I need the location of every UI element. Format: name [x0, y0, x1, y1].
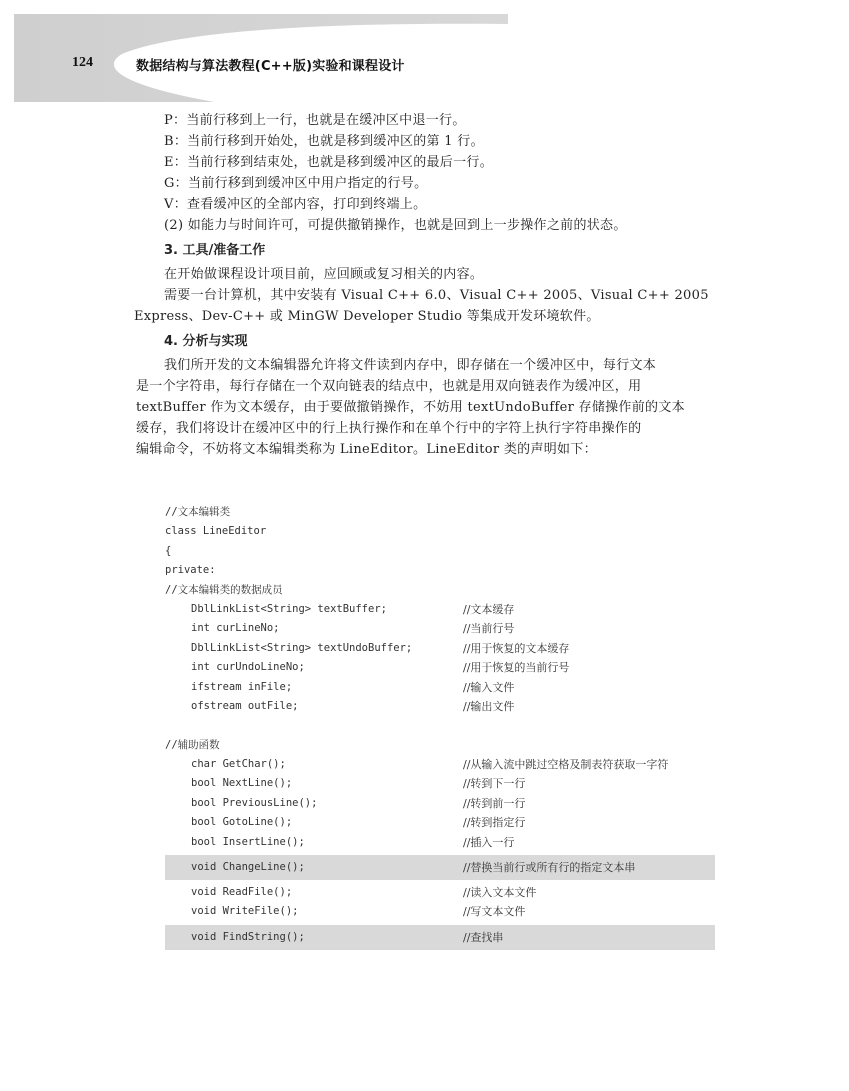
code-line: DblLinkList<String> textBuffer;	[191, 602, 387, 615]
code-comment: //文本编辑类	[165, 506, 231, 518]
code-comment: //替换当前行或所有行的指定文本串	[463, 861, 636, 875]
code-line: bool NextLine();	[191, 777, 293, 790]
code-line: bool GotoLine();	[191, 816, 293, 829]
list-item: P：当前行移到上一行，也就是在缓冲区中退一行。	[164, 113, 466, 128]
code-line: void WriteFile();	[191, 905, 299, 918]
blank-line	[165, 716, 715, 735]
code-line: DblLinkList<String> textUndoBuffer;	[191, 641, 413, 654]
code-comment: //转到前一行	[463, 796, 526, 810]
list-item: E：当前行移到结束处，也就是移到缓冲区的最后一行。	[164, 155, 493, 170]
code-line: void ReadFile();	[191, 886, 293, 899]
code-comment: //用于恢复的文本缓存	[463, 641, 570, 655]
code-comment: //文本缓存	[463, 602, 515, 616]
code-comment: //用于恢复的当前行号	[463, 661, 570, 675]
code-line: char GetChar();	[191, 758, 286, 771]
code-comment: //转到下一行	[463, 777, 526, 791]
code-line: int curLineNo;	[191, 622, 280, 635]
code-comment: //辅助函数	[165, 738, 220, 751]
code-line: bool InsertLine();	[191, 835, 305, 848]
code-line: void ChangeLine();	[191, 861, 305, 874]
code-line: {	[165, 544, 172, 557]
code-comment: //插入一行	[463, 835, 515, 849]
list-item: V：查看缓冲区的全部内容，打印到终端上。	[164, 197, 427, 212]
code-comment: //写文本文件	[463, 905, 526, 919]
list-item: B：当前行移到开始处，也就是移到缓冲区的第 1 行。	[164, 134, 484, 149]
code-comment: //查找串	[463, 930, 504, 944]
highlighted-code-row	[165, 855, 715, 880]
code-comment: //输入文件	[463, 680, 515, 694]
code-comment: //读入文本文件	[463, 886, 537, 900]
section-heading-4: 4. 分析与实现	[164, 334, 248, 349]
code-line: ofstream outFile;	[191, 699, 299, 712]
code-comment: //当前行号	[463, 622, 515, 636]
paragraph: 需要一台计算机，其中安装有 Visual C++ 6.0、Visual C++ 2005、Visual C++ 2005	[164, 288, 709, 303]
book-title: 数据结构与算法教程(C++版)实验和课程设计	[136, 59, 405, 74]
body-text	[136, 110, 716, 460]
code-line: void FindString();	[191, 930, 305, 943]
paragraph: Express、Dev-C++ 或 MinGW Developer Studio 等集成开发环境软件。	[134, 309, 600, 324]
code-line: int curUndoLineNo;	[191, 661, 305, 674]
paragraph: 在开始做课程设计项目前，应回顾或复习相关的内容。	[164, 267, 484, 282]
paragraph	[136, 355, 716, 460]
paragraph-line: 我们所开发的文本编辑器允许将文件读到内存中，即存储在一个缓冲区中，每行文本	[164, 358, 657, 373]
paragraph-line: textBuffer 作为文本缓存，由于要做撤销操作，不妨用 textUndoBuffer 存储操作前的文本	[136, 400, 685, 415]
paragraph-line: 编辑命令，不妨将文本编辑类称为 LineEditor。LineEditor 类的声明如下：	[136, 442, 597, 457]
list-item: G：当前行移到到缓冲区中用户指定的行号。	[164, 176, 428, 191]
code-comment: //转到指定行	[463, 816, 526, 830]
page-number: 124	[72, 55, 93, 70]
code-line: ifstream inFile;	[191, 680, 293, 693]
paragraph-line: 缓存，我们将设计在缓冲区中的行上执行操作和在单个行中的字符上执行字符串操作的	[136, 421, 642, 436]
section-heading-3: 3. 工具/准备工作	[164, 243, 266, 258]
code-comment: //从输入流中跳过空格及制表符获取一字符	[463, 758, 669, 772]
highlighted-code-row	[165, 925, 715, 950]
code-comment: //文本编辑类的数据成员	[165, 583, 283, 596]
code-line: bool PreviousLine();	[191, 796, 318, 809]
code-listing	[165, 503, 715, 953]
paragraph-line: 是一个字符串，每行存储在一个双向链表的结点中，也就是用双向链表作为缓冲区，用	[136, 379, 642, 394]
list-item: (2) 如能力与时间许可，可提供撤销操作，也就是回到上一步操作之前的状态。	[164, 218, 627, 233]
code-comment: //输出文件	[463, 699, 515, 713]
code-line: private:	[165, 564, 216, 577]
code-line: class LineEditor	[165, 525, 267, 538]
